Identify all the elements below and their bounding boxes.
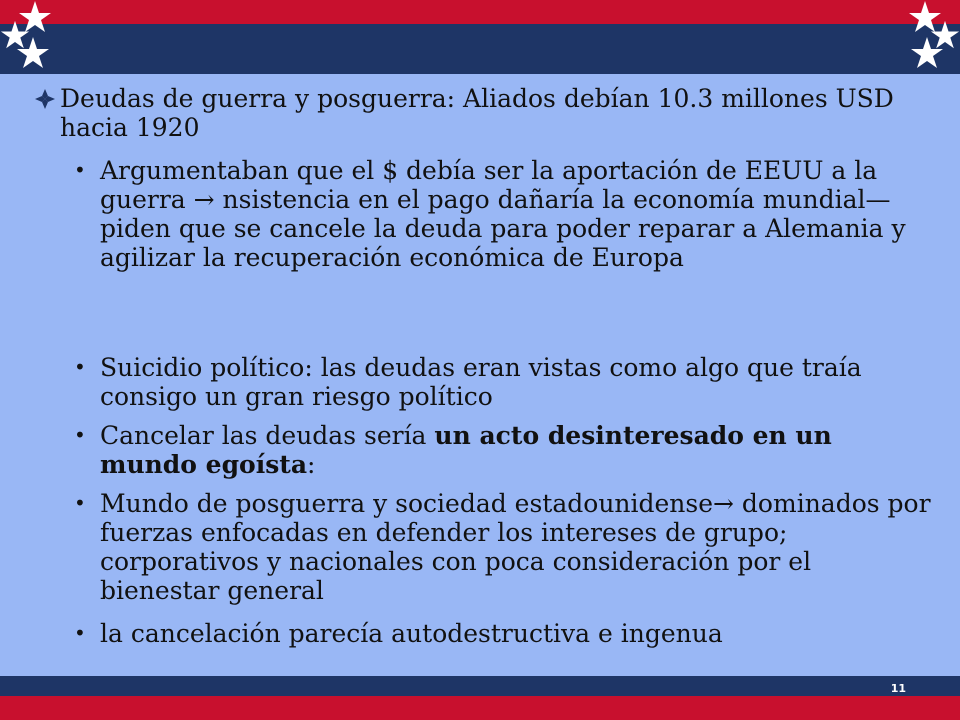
sub-bullet-text xyxy=(100,421,934,479)
sub-bullet-text-bold: un acto desinteresado en un mundo egoísta xyxy=(100,421,832,479)
bullet-dot: • xyxy=(74,423,86,447)
bullet-dot: • xyxy=(74,158,86,182)
main-bullet-text: Deudas de guerra y posguerra: Aliados debían 10.3 millones USD hacia 1920 xyxy=(60,84,894,142)
slide-content xyxy=(0,78,960,670)
star-icon xyxy=(910,36,944,70)
sub-bullet-text-pre: Cancelar las deudas sería xyxy=(100,421,435,450)
diamond-bullet-icon xyxy=(34,88,56,110)
sub-bullet-text: la cancelación parecía autodestructiva e ingenua xyxy=(100,619,723,648)
bottom-blue-band xyxy=(0,676,960,696)
sub-bullet-text-post: : xyxy=(307,450,316,479)
bullet-dot: • xyxy=(74,621,86,645)
top-red-band xyxy=(0,0,960,24)
bullet-dot: • xyxy=(74,491,86,515)
sub-bullet-text: Suicidio político: las deudas eran vistas como algo que traía consigo un gran riesgo político xyxy=(100,353,862,411)
sub-bullet-text: Mundo de posguerra y sociedad estadounidense→ dominados por fuerzas enfocadas en defender los intereses de grupo; corporativos y nacionales con poca consideración por el bienestar general xyxy=(100,489,931,605)
star-icon xyxy=(16,36,50,70)
bullet-dot: • xyxy=(74,355,86,379)
sub-bullet-text: Argumentaban que el $ debía ser la aportación de EEUU a la guerra → nsistencia en el pago dañaría la economía mundial—piden que se cancele la deuda para poder reparar a Alemania y agilizar la recuperación económica de Europa xyxy=(100,156,906,272)
top-blue-band xyxy=(0,24,960,74)
bottom-red-band xyxy=(0,696,960,720)
page-number: 11 xyxy=(890,682,906,695)
